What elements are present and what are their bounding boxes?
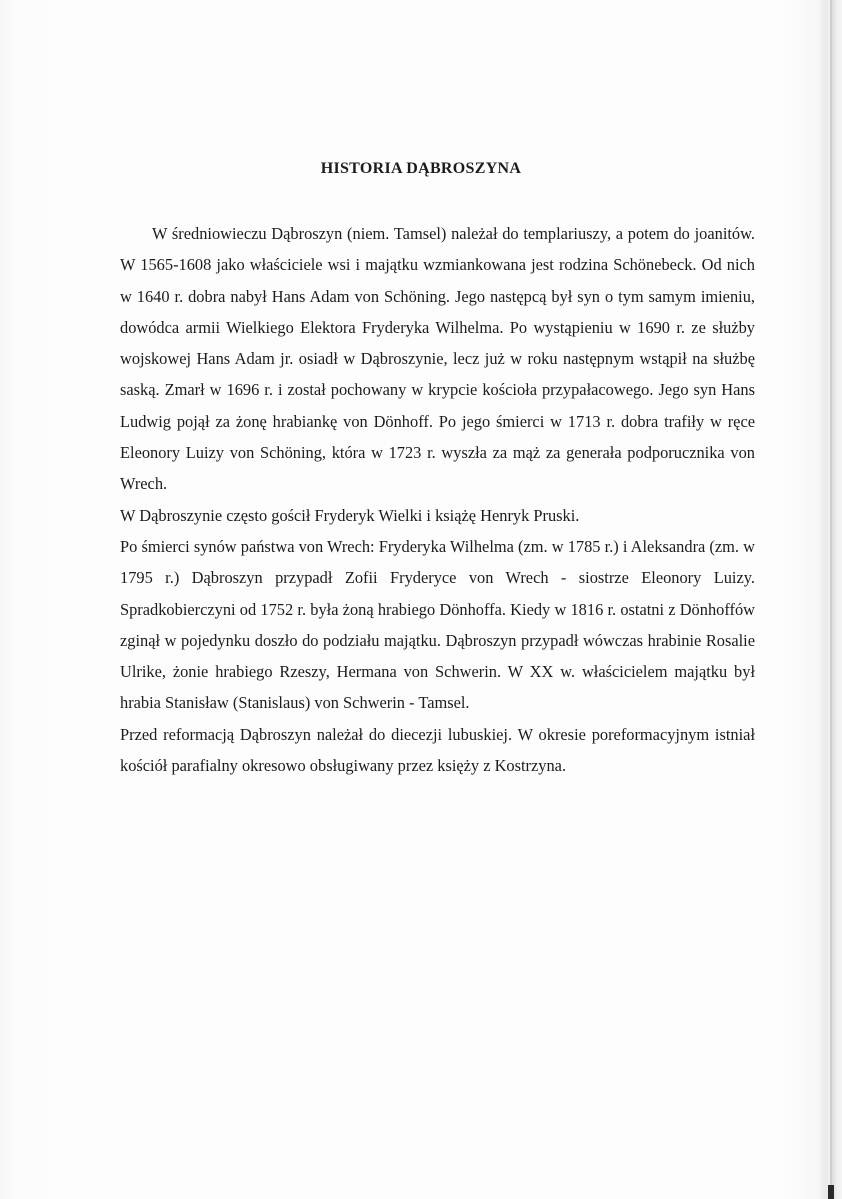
- paragraph-1: W średniowieczu Dąbroszyn (niem. Tamsel) należał do templariuszy, a potem do joanitów. W 1565-1608 jako właściciele wsi i majątku wzmiankowana jest rodzina Schönebeck. Od nich w 1640 r. dobra nabył Hans Adam von Schöning. Jego następcą był syn o tym samym imieniu, dowódca armii Wielkiego Elektora Fryderyka Wilhelma. Po wystąpieniu w 1690 r. ze służby wojskowej Hans Adam jr. osiadł w Dąbroszynie, lecz już w roku następnym wstąpił na służbę saską. Zmarł w 1696 r. i został pochowany w krypcie kościoła przypałacowego. Jego syn Hans Ludwig pojął za żonę hrabiankę von Dönhoff. Po jego śmierci w 1713 r. dobra trafiły w ręce Eleonory Luizy von Schöning, która w 1723 r. wyszła za mąż za generała podporucznika von Wrech.: [120, 224, 755, 494]
- paragraph-4: Przed reformacją Dąbroszyn należał do diecezji lubuskiej. W okresie poreformacyjnym istniał kościół parafialny okresowo obsługiwany przez księży z Kostrzyna.: [120, 724, 755, 776]
- document-title: HISTORIA DĄBROSZYNA: [320, 160, 522, 177]
- page-edge-shadow: [830, 0, 832, 1199]
- paragraph-3: Po śmierci synów państwa von Wrech: Fryderyka Wilhelma (zm. w 1785 r.) i Aleksandra (zm. w 1795 r.) Dąbroszyn przypadł Zofii Fryderyce von Wrech - siostrze Eleonory Luizy. Spradkobierczyni od 1752 r. była żoną hrabiego Dönhoffa. Kiedy w 1816 r. ostatni z Dönhoffów zginął w pojedynku doszło do podziału majątku. Dąbroszyn przypadł wówczas hrabinie Rosalie Ulrike, żonie hrabiego Rzeszy, Hermana von Schwerin. W XX w. właścicielem majątku był hrabia Stanisław (Stanislaus) von Schwerin - Tamsel.: [120, 536, 755, 713]
- corner-mark: [828, 1185, 834, 1199]
- document-body: [120, 218, 755, 781]
- paragraph-2: W Dąbroszynie często gościł Fryderyk Wielki i książę Henryk Pruski.: [120, 505, 580, 525]
